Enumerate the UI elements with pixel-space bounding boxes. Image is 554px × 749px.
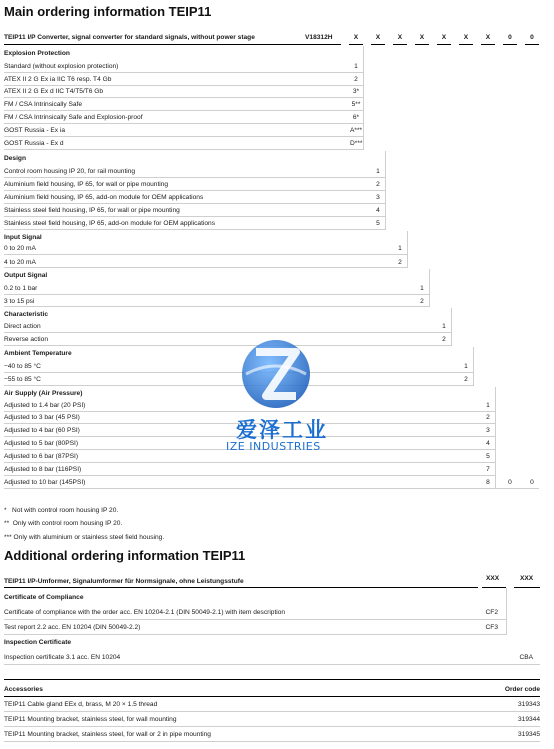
option-code: 5	[486, 453, 490, 460]
header-rule	[4, 44, 341, 45]
row-divider	[4, 634, 506, 635]
row-divider	[4, 190, 385, 191]
option-code: 1	[442, 323, 446, 330]
option-label: ATEX II 2 G Ex d IIC T4/T5/T6 Gb	[4, 88, 104, 95]
option-code: CF3	[485, 624, 498, 631]
column-edge	[429, 269, 430, 307]
option-code: CF2	[485, 609, 498, 616]
header-rule	[4, 696, 540, 697]
option-label: 3 to 15 psi	[4, 298, 35, 305]
header-rule	[482, 587, 506, 588]
option-code: 6*	[352, 114, 360, 121]
option-label: FM / CSA Intrinsically Safe and Explosion-proof	[4, 114, 143, 121]
section-title-input: Input Signal	[4, 234, 42, 241]
header-rule	[503, 44, 517, 45]
row-divider	[4, 267, 407, 268]
header-rule	[415, 44, 429, 45]
accessory-label: TEIP11 Mounting bracket, stainless steel, for wall or 2 in pipe mounting	[4, 731, 211, 738]
option-label: Direct action	[4, 323, 41, 330]
header-rule	[525, 44, 539, 45]
header-x: X	[485, 34, 491, 41]
option-code: 1	[376, 168, 380, 175]
header-rule	[459, 44, 473, 45]
header-rule	[481, 44, 495, 45]
option-label: Certificate of compliance with the order acc. EN 10204-2.1 (DIN 50049-2.1) with item description	[4, 609, 286, 616]
option-code: 2	[354, 76, 358, 83]
option-code: 4	[376, 207, 380, 214]
row-divider	[4, 229, 385, 230]
accessory-label: TEIP11 Cable gland EEx d, brass, M 20 × 1.5 thread	[4, 701, 158, 708]
header-x: X	[375, 34, 381, 41]
accessory-code: 319344	[517, 716, 540, 723]
row-divider	[4, 345, 451, 346]
header-rule	[393, 44, 407, 45]
option-label: FM / CSA Intrinsically Safe	[4, 101, 83, 108]
option-label: Standard (without explosion protection)	[4, 63, 119, 70]
option-code: 5**	[351, 101, 361, 108]
row-divider	[4, 475, 495, 476]
option-code: 3	[376, 194, 380, 201]
row-divider	[4, 149, 363, 150]
option-code-zero: 0	[530, 479, 534, 486]
option-code: 1	[398, 245, 402, 252]
watermark-english: IZE INDUSTRIES	[226, 440, 321, 453]
section-title-air: Air Supply (Air Pressure)	[4, 390, 83, 397]
row-divider	[4, 741, 540, 742]
option-label: −55 to 85 °C	[4, 376, 41, 383]
header-rule	[437, 44, 451, 45]
option-label: Adjusted to 5 bar (80PSI)	[4, 440, 79, 447]
header-rule	[371, 44, 385, 45]
option-label: Adjusted to 8 bar (116PSI)	[4, 466, 82, 473]
column-edge	[451, 308, 452, 346]
option-code: 7	[486, 466, 490, 473]
option-label: 0.2 to 1 bar	[4, 285, 38, 292]
option-code: 4	[486, 440, 490, 447]
row-divider	[4, 216, 385, 217]
header-zero: 0	[530, 34, 534, 41]
option-code: 3	[486, 427, 490, 434]
main-title: Main ordering information TEIP11	[4, 4, 212, 19]
option-label: Inspection certificate 3.1 acc. EN 10204	[4, 654, 121, 661]
row-divider	[4, 177, 385, 178]
option-label: 0 to 20 mA	[4, 245, 36, 252]
option-code: 2	[464, 376, 468, 383]
column-edge	[495, 387, 496, 489]
column-edge	[407, 231, 408, 268]
option-label: Test report 2.2 acc. EN 10204 (DIN 50049-2.2)	[4, 624, 141, 631]
section-title-certificate: Certificate of Compliance	[4, 594, 84, 601]
watermark-logo	[236, 338, 316, 415]
header-x: X	[419, 34, 425, 41]
option-label: Reverse action	[4, 336, 48, 343]
additional-header-col2: XXX	[520, 575, 534, 582]
row-divider	[4, 97, 363, 98]
option-code: 2	[442, 336, 446, 343]
additional-header-label: TEIP11 I/P-Umformer, Signalumformer für Normsignale, ohne Leistungsstufe	[4, 578, 244, 585]
option-label: ATEX II 2 G Ex ia IIC T6 resp. T4 Gb	[4, 76, 112, 83]
header-x: X	[441, 34, 447, 41]
additional-title: Additional ordering information TEIP11	[4, 548, 246, 563]
section-title-ambient: Ambient Temperature	[4, 350, 72, 357]
ize-logo-icon	[236, 338, 316, 410]
section-title-inspection: Inspection Certificate	[4, 639, 72, 646]
row-divider	[4, 619, 506, 620]
option-label: GOST Russia - Ex d	[4, 140, 64, 147]
header-rule	[514, 587, 540, 588]
option-label: Adjusted to 10 bar (145PSI)	[4, 479, 86, 486]
footnote: *** Only with aluminium or stainless steel field housing.	[4, 534, 165, 541]
option-label: −40 to 85 °C	[4, 363, 41, 370]
additional-header-col1: XXX	[486, 575, 500, 582]
section-title-design: Design	[4, 155, 26, 162]
header-rule	[349, 44, 363, 45]
accessory-code: 319343	[517, 701, 540, 708]
section-title-explosion: Explosion Protection	[4, 50, 70, 57]
accessories-title: Accessories	[4, 686, 43, 693]
option-code: 1	[486, 402, 490, 409]
row-divider	[4, 332, 451, 333]
row-divider	[4, 136, 363, 137]
option-code: D***	[350, 140, 363, 147]
column-edge	[473, 347, 474, 386]
row-divider	[4, 711, 540, 712]
option-label: Stainless steel field housing, IP 65, for wall or pipe mounting	[4, 207, 180, 214]
row-divider	[4, 72, 363, 73]
accessories-code-header: Order code	[504, 686, 540, 693]
option-label: Adjusted to 3 bar (45 PSI)	[4, 414, 80, 421]
row-divider	[4, 123, 363, 124]
option-label: Control room housing IP 20, for rail mounting	[4, 168, 136, 175]
header-rule	[4, 587, 478, 588]
option-label: Aluminium field housing, IP 65, add-on module for OEM applications	[4, 194, 204, 201]
option-code: 1	[420, 285, 424, 292]
row-divider	[4, 85, 363, 86]
row-divider	[4, 726, 540, 727]
row-divider	[4, 110, 363, 111]
row-divider	[4, 203, 385, 204]
row-divider	[4, 664, 540, 665]
footnote: * Not with control room housing IP 20.	[4, 507, 119, 514]
option-code: 5	[376, 220, 380, 227]
header-x: X	[397, 34, 403, 41]
header-x: X	[463, 34, 469, 41]
main-header-label: TEIP11 I/P Converter, signal converter for standard signals, without power stage	[4, 34, 255, 41]
column-edge	[506, 588, 507, 635]
option-code: 2	[398, 259, 402, 266]
section-title-output: Output Signal	[4, 272, 48, 279]
row-divider	[4, 488, 539, 489]
accessory-code: 319345	[517, 731, 540, 738]
option-code: 1	[354, 63, 358, 70]
option-code: 2	[486, 414, 490, 421]
option-code: 3*	[352, 88, 360, 95]
header-rule	[4, 679, 540, 680]
row-divider	[4, 306, 429, 307]
accessory-label: TEIP11 Mounting bracket, stainless steel, for wall mounting	[4, 716, 177, 723]
option-code-zero: 0	[508, 479, 512, 486]
option-label: Stainless steel field housing, IP 65, add-on module for OEM applications	[4, 220, 215, 227]
option-label: Adjusted to 1.4 bar (20 PSI)	[4, 402, 86, 409]
row-divider	[4, 254, 407, 255]
option-label: GOST Russia - Ex ia	[4, 127, 66, 134]
section-title-characteristic: Characteristic	[4, 311, 48, 318]
option-label: 4 to 20 mA	[4, 259, 36, 266]
option-code: 8	[486, 479, 490, 486]
option-label: Adjusted to 4 bar (60 PSI)	[4, 427, 80, 434]
option-code: 1	[464, 363, 468, 370]
footnote: ** Only with control room housing IP 20.	[4, 520, 123, 527]
row-divider	[4, 462, 495, 463]
option-code: CBA	[519, 654, 533, 661]
option-code: 2	[420, 298, 424, 305]
main-header-code: V18312H	[305, 34, 333, 41]
watermark-chinese: 爱泽工业	[236, 418, 328, 442]
column-edge	[363, 46, 364, 150]
header-zero: 0	[508, 34, 512, 41]
option-code: A***	[350, 127, 363, 134]
header-x: X	[353, 34, 359, 41]
option-code: 2	[376, 181, 380, 188]
option-label: Aluminium field housing, IP 65, for wall or pipe mounting	[4, 181, 169, 188]
row-divider	[4, 294, 429, 295]
column-edge	[385, 151, 386, 230]
option-label: Adjusted to 6 bar (87PSI)	[4, 453, 79, 460]
